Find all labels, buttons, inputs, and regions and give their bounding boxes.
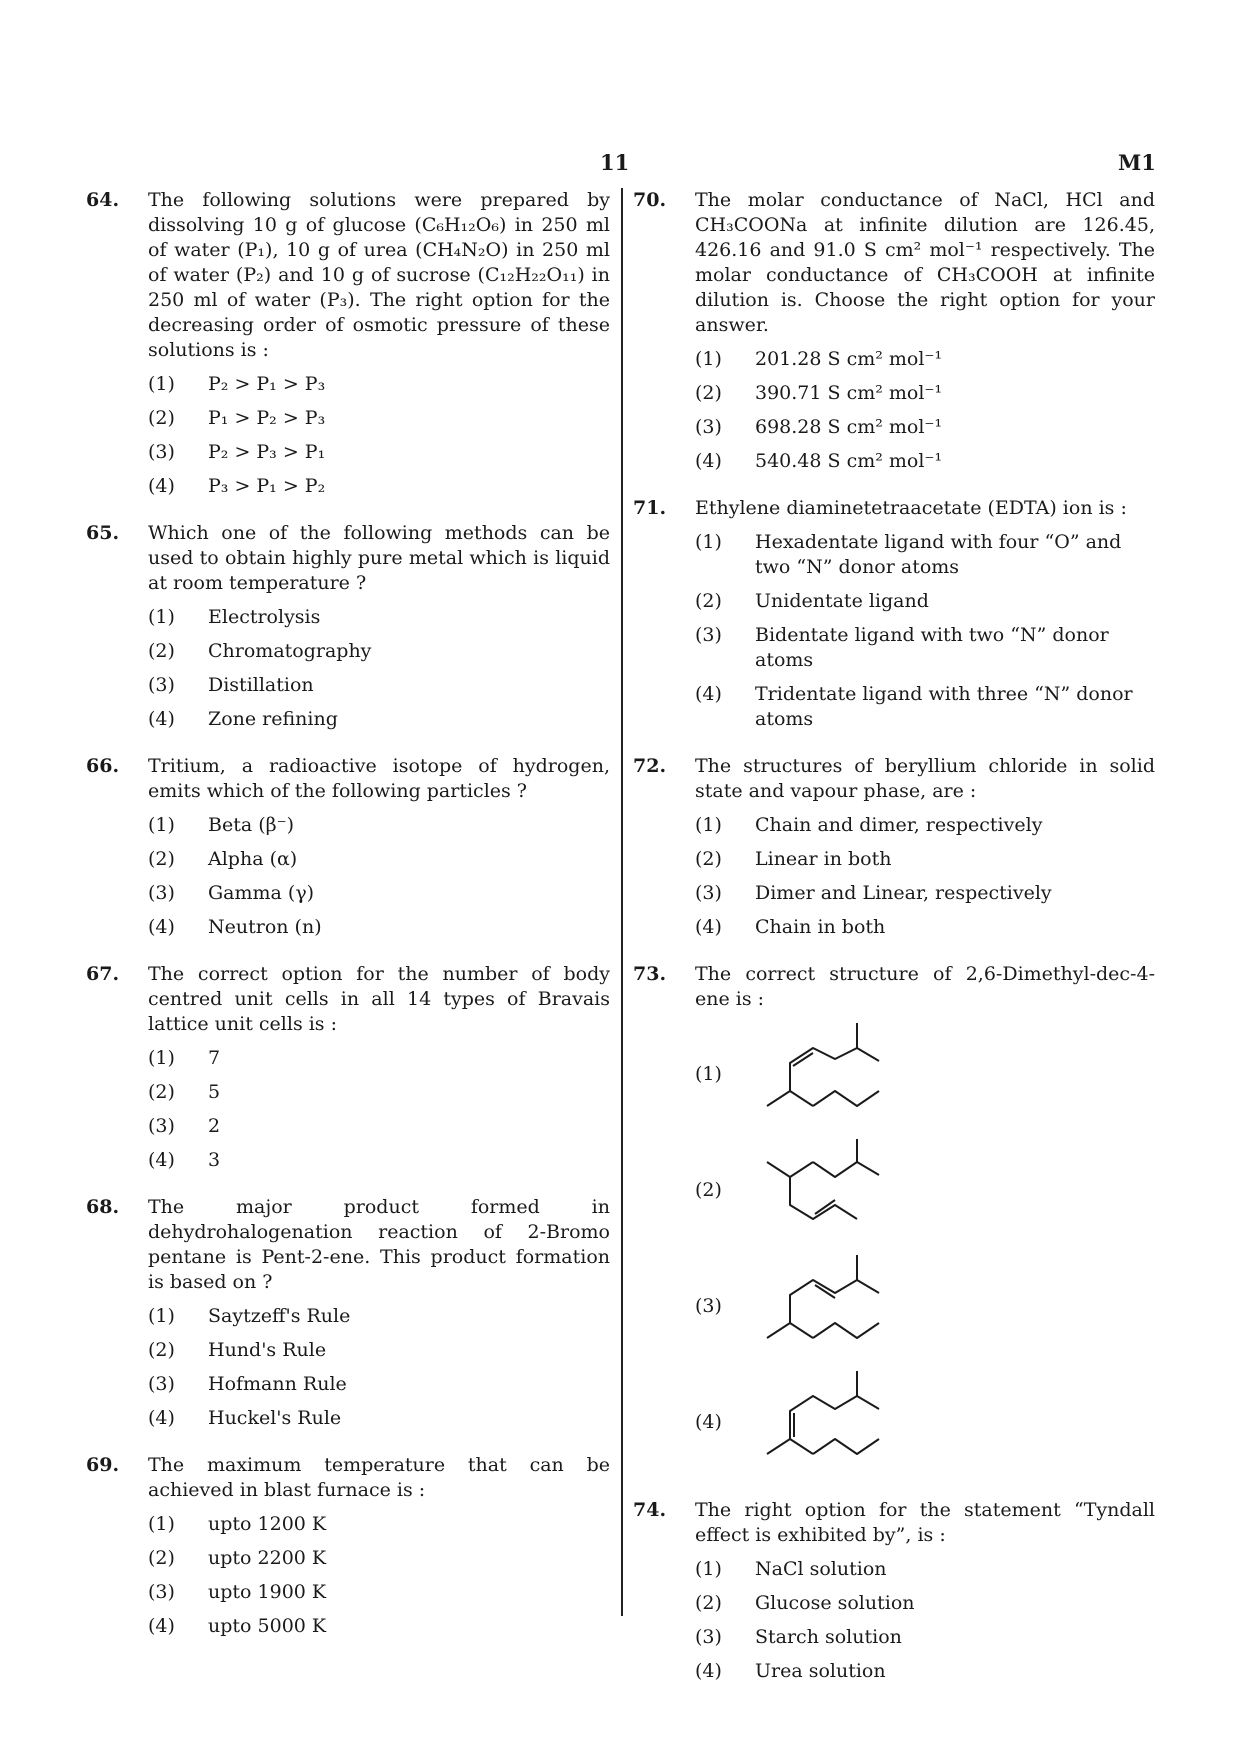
paper-code: M1 — [1118, 150, 1156, 175]
question-text: The correct option for the number of body centred unit cells in all 14 types of Bravais lattice unit cells is : — [148, 963, 610, 1035]
question-text: The right option for the statement “Tyndall effect is exhibited by”, is : — [695, 1499, 1155, 1546]
option-number: (1) — [695, 1063, 722, 1085]
option-number: (3) — [148, 1115, 175, 1137]
option-text: Distillation — [208, 674, 314, 696]
option — [148, 1372, 610, 1397]
skeletal-structure — [755, 1132, 905, 1240]
option — [695, 1625, 1155, 1650]
option-number: (3) — [148, 882, 175, 904]
option — [695, 1659, 1155, 1684]
option — [148, 1546, 610, 1571]
option-text: Bidentate ligand with two “N” donor atoms — [755, 624, 1109, 671]
option-text: Alpha (α) — [208, 848, 298, 870]
option-number: (1) — [148, 814, 175, 836]
option-text: Electrolysis — [208, 606, 321, 628]
option — [148, 440, 610, 465]
option-text: Zone refining — [208, 708, 338, 730]
question-number: 66. — [86, 755, 120, 777]
option — [695, 682, 1155, 732]
option-text: Dimer and Linear, respectively — [755, 882, 1052, 904]
option-number: (4) — [695, 916, 722, 938]
option-number: (3) — [695, 1626, 722, 1648]
question-text: The structures of beryllium chloride in solid state and vapour phase, are : — [695, 755, 1155, 802]
option-text: upto 1200 K — [208, 1513, 327, 1535]
option-number: (2) — [695, 1179, 722, 1201]
option — [695, 881, 1155, 906]
question-text: The major product formed in dehydrohalogenation reaction of 2-Bromo pentane is Pent-2-ene. This product formation is based on ? — [148, 1196, 610, 1293]
option-text: NaCl solution — [755, 1558, 887, 1580]
option-number: (4) — [695, 1411, 722, 1433]
option-text: P₁ > P₂ > P₃ — [208, 407, 326, 429]
option — [695, 381, 1155, 406]
option-number: (4) — [148, 1615, 175, 1637]
option-number: (3) — [148, 441, 175, 463]
column-divider — [621, 188, 623, 1616]
question-text: The following solutions were prepared by dissolving 10 g of glucose (C₆H₁₂O₆) in 250 ml of water (P₁), 10 g of urea (CH₄N₂O) in 250 ml of water (P₂) and 10 g of sucrose (C₁₂H₂₂O₁₁) in 250 ml of water (P₃). The right option for the decreasing order of osmotic pressure of these solutions is : — [148, 189, 610, 361]
option-text: Gamma (γ) — [208, 882, 315, 904]
question-number: 72. — [633, 755, 667, 777]
option — [148, 1338, 610, 1363]
option — [148, 673, 610, 698]
option — [695, 623, 1155, 673]
option — [148, 813, 610, 838]
option-number: (2) — [148, 848, 175, 870]
option-number: (3) — [148, 674, 175, 696]
option-text: Hexadentate ligand with four “O” and two “N” donor atoms — [755, 531, 1122, 578]
question-number: 73. — [633, 963, 667, 985]
question — [633, 496, 1155, 732]
option — [148, 605, 610, 630]
option — [695, 813, 1155, 838]
question — [633, 754, 1155, 940]
option-text: Saytzeff's Rule — [208, 1305, 351, 1327]
option — [148, 1080, 610, 1105]
option-number: (3) — [695, 882, 722, 904]
option-text: 390.71 S cm² mol⁻¹ — [755, 382, 943, 404]
skeletal-structure — [755, 1016, 905, 1124]
question-text: The maximum temperature that can be achieved in blast furnace is : — [148, 1454, 610, 1501]
option — [148, 847, 610, 872]
question-number: 74. — [633, 1499, 667, 1521]
option — [148, 406, 610, 431]
question-number: 69. — [86, 1454, 120, 1476]
option-text: 698.28 S cm² mol⁻¹ — [755, 416, 943, 438]
question-text: Ethylene diaminetetraacetate (EDTA) ion is : — [695, 497, 1127, 519]
question — [633, 1498, 1155, 1684]
option-text: Linear in both — [755, 848, 892, 870]
option — [148, 474, 610, 499]
option — [148, 1406, 610, 1431]
option — [695, 915, 1155, 940]
question — [86, 1453, 610, 1639]
option-text: P₃ > P₁ > P₂ — [208, 475, 326, 497]
option-number: (2) — [695, 1592, 722, 1614]
option-number: (2) — [148, 640, 175, 662]
option — [148, 1614, 610, 1639]
option-number: (3) — [695, 624, 722, 646]
option-text: Neutron (n) — [208, 916, 322, 938]
question-text: The correct structure of 2,6-Dimethyl-dec-4-ene is : — [695, 963, 1155, 1010]
option-number: (2) — [148, 1081, 175, 1103]
right-column — [633, 188, 1155, 1706]
option-number: (1) — [148, 1513, 175, 1535]
question — [86, 1195, 610, 1431]
option-number: (1) — [148, 1305, 175, 1327]
option-text: 201.28 S cm² mol⁻¹ — [755, 348, 943, 370]
option-text: Starch solution — [755, 1626, 902, 1648]
question — [633, 188, 1155, 474]
option-number: (1) — [695, 814, 722, 836]
option — [148, 881, 610, 906]
option-number: (2) — [148, 1339, 175, 1361]
question-number: 68. — [86, 1196, 120, 1218]
option-text: 2 — [208, 1115, 221, 1137]
option-number: (3) — [148, 1373, 175, 1395]
option — [695, 530, 1155, 580]
option-number: (4) — [148, 708, 175, 730]
question — [86, 962, 610, 1173]
option-number: (1) — [148, 1047, 175, 1069]
skeletal-structure — [755, 1364, 905, 1472]
option-text: Hund's Rule — [208, 1339, 327, 1361]
option — [695, 1248, 1155, 1360]
option-text: upto 1900 K — [208, 1581, 327, 1603]
option — [148, 1148, 610, 1173]
option-number: (4) — [695, 683, 722, 705]
option — [148, 1114, 610, 1139]
option-number: (3) — [695, 416, 722, 438]
option-number: (2) — [148, 407, 175, 429]
question-text: The molar conductance of NaCl, HCl and CH₃COONa at infinite dilution are 126.45, 426.16 and 91.0 S cm² mol⁻¹ respectively. The molar conductance of CH₃COOH at infinite dilution is. Choose the right option for your answer. — [695, 189, 1155, 336]
option-number: (4) — [695, 450, 722, 472]
question-number: 64. — [86, 189, 120, 211]
option — [148, 372, 610, 397]
option-text: 7 — [208, 1047, 221, 1069]
option-text: P₂ > P₃ > P₁ — [208, 441, 326, 463]
question-number: 71. — [633, 497, 667, 519]
option — [695, 449, 1155, 474]
question-number: 67. — [86, 963, 120, 985]
left-column — [86, 188, 610, 1661]
option-text: Chain in both — [755, 916, 886, 938]
option — [695, 347, 1155, 372]
option-number: (3) — [148, 1581, 175, 1603]
option-number: (1) — [148, 373, 175, 395]
option — [695, 1132, 1155, 1244]
option-number: (1) — [695, 531, 722, 553]
question — [86, 754, 610, 940]
option-text: Urea solution — [755, 1660, 886, 1682]
option-number: (3) — [695, 1295, 722, 1317]
option — [695, 847, 1155, 872]
option — [695, 1016, 1155, 1128]
option-text: 540.48 S cm² mol⁻¹ — [755, 450, 943, 472]
question — [86, 521, 610, 732]
question — [86, 188, 610, 499]
option — [695, 415, 1155, 440]
option-text: 3 — [208, 1149, 221, 1171]
option-number: (2) — [695, 848, 722, 870]
option-text: Hofmann Rule — [208, 1373, 347, 1395]
option — [148, 1580, 610, 1605]
question — [633, 962, 1155, 1476]
option — [695, 589, 1155, 614]
option-text: upto 2200 K — [208, 1547, 327, 1569]
page-number: 11 — [600, 150, 630, 175]
option — [148, 1512, 610, 1537]
question-number: 70. — [633, 189, 667, 211]
option-text: Chain and dimer, respectively — [755, 814, 1043, 836]
skeletal-structure — [755, 1248, 905, 1356]
option — [695, 1591, 1155, 1616]
option — [148, 1046, 610, 1071]
option-text: Glucose solution — [755, 1592, 915, 1614]
option-text: Tridentate ligand with three “N” donor atoms — [755, 683, 1133, 730]
question-text: Tritium, a radioactive isotope of hydrogen, emits which of the following particles ? — [148, 755, 610, 802]
option-text: P₂ > P₁ > P₃ — [208, 373, 326, 395]
option-text: upto 5000 K — [208, 1615, 327, 1637]
option-number: (1) — [695, 348, 722, 370]
option — [695, 1557, 1155, 1582]
question-text: Which one of the following methods can be used to obtain highly pure metal which is liquid at room temperature ? — [148, 522, 610, 594]
option-number: (4) — [148, 475, 175, 497]
option-number: (4) — [695, 1660, 722, 1682]
option-number: (1) — [148, 606, 175, 628]
option — [695, 1364, 1155, 1476]
option-text: Huckel's Rule — [208, 1407, 342, 1429]
option-number: (4) — [148, 1149, 175, 1171]
option-text: 5 — [208, 1081, 221, 1103]
option — [148, 1304, 610, 1329]
option — [148, 915, 610, 940]
option-text: Beta (β⁻) — [208, 814, 295, 836]
option-number: (4) — [148, 916, 175, 938]
option — [148, 639, 610, 664]
option-number: (2) — [695, 590, 722, 612]
option-number: (1) — [695, 1558, 722, 1580]
question-number: 65. — [86, 522, 120, 544]
option — [148, 707, 610, 732]
option-number: (2) — [148, 1547, 175, 1569]
option-text: Unidentate ligand — [755, 590, 929, 612]
option-number: (2) — [695, 382, 722, 404]
option-text: Chromatography — [208, 640, 372, 662]
option-number: (4) — [148, 1407, 175, 1429]
